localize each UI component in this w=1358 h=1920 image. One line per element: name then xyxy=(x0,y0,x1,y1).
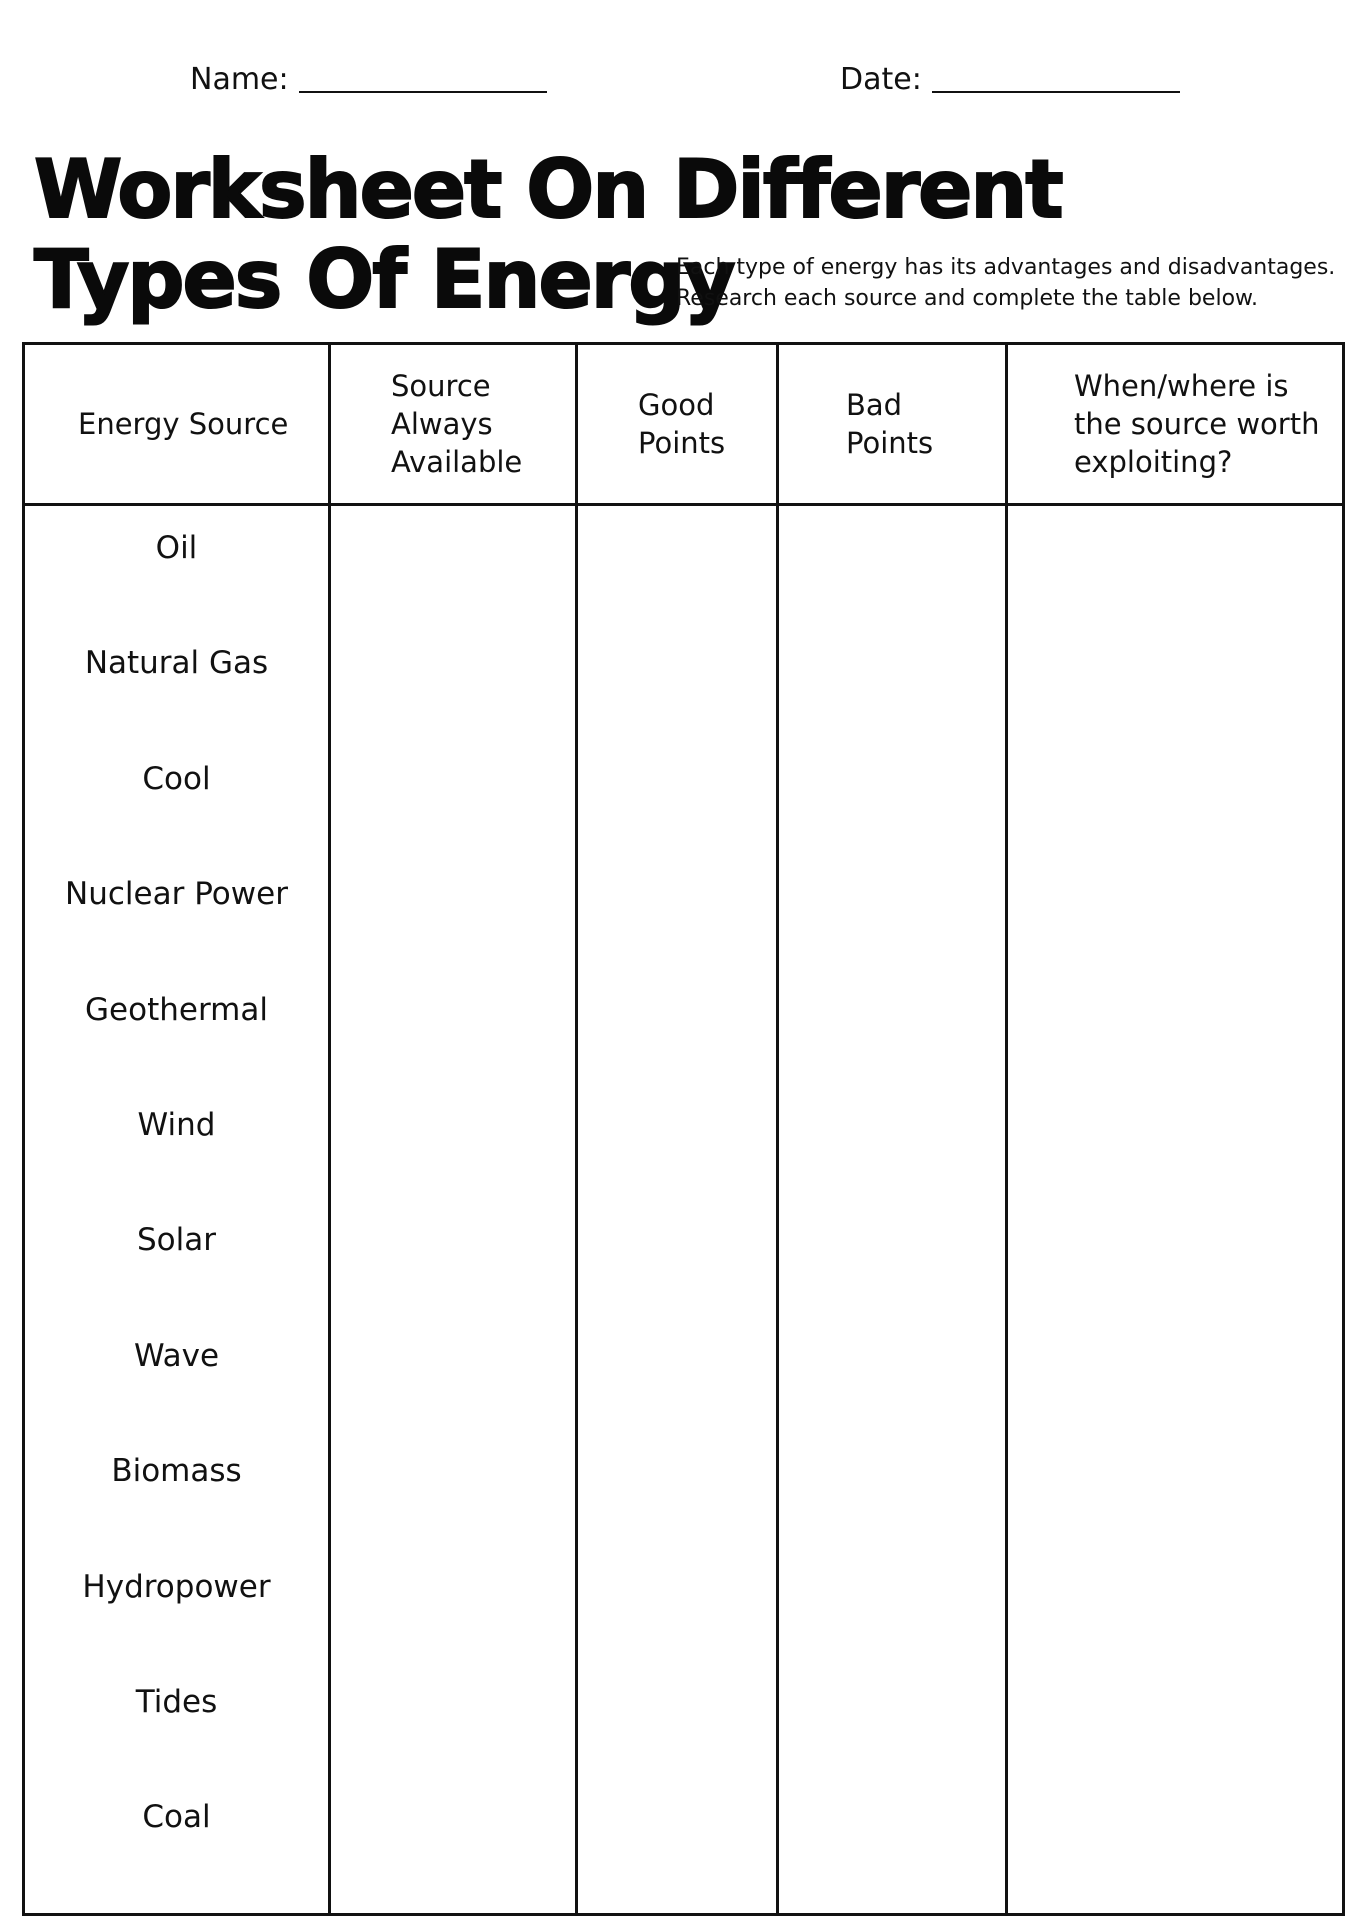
header-good-points-line-2: Points xyxy=(638,426,726,460)
header-energy-source xyxy=(24,344,330,505)
header-worth-exploiting xyxy=(1007,344,1344,505)
header-always-available-line-1: Source xyxy=(391,369,491,403)
date-blank-line[interactable] xyxy=(932,91,1180,93)
name-blank-line[interactable] xyxy=(299,91,547,93)
name-label: Name: xyxy=(190,62,289,97)
table-body-row xyxy=(24,505,1344,1915)
energy-table xyxy=(22,342,1345,1916)
energy-source-item: Geothermal xyxy=(85,991,268,1028)
energy-source-item: Hydropower xyxy=(82,1568,271,1605)
instructions-line-1: Each type of energy has its advantages and disadvantages. xyxy=(676,255,1336,280)
table-header-row xyxy=(24,344,1344,505)
name-field[interactable] xyxy=(190,62,547,97)
energy-source-item: Natural Gas xyxy=(84,645,269,682)
instructions xyxy=(676,252,1346,314)
energy-source-item: Wave xyxy=(133,1337,220,1374)
header-energy-source-line: Energy Source xyxy=(78,407,289,441)
header-bad-points xyxy=(778,344,1007,505)
energy-source-item: Wind xyxy=(137,1106,216,1143)
page-title-line-2: Types Of Energy xyxy=(34,233,734,326)
header-always-available-line-2: Always xyxy=(391,407,493,441)
energy-source-item: Cool xyxy=(142,760,211,797)
good-points-answer-column[interactable] xyxy=(577,505,778,1915)
always-available-answer-column[interactable] xyxy=(330,505,577,1915)
header-good-points xyxy=(577,344,778,505)
energy-source-item: Solar xyxy=(137,1222,216,1259)
date-label: Date: xyxy=(840,62,922,97)
energy-source-item: Coal xyxy=(142,1799,211,1836)
energy-source-item: Nuclear Power xyxy=(65,876,288,913)
worth-exploiting-answer-column[interactable] xyxy=(1007,505,1344,1915)
energy-source-column xyxy=(24,505,330,1915)
header-good-points-line-1: Good xyxy=(638,388,715,422)
header-worth-exploiting-line-3: exploiting? xyxy=(1074,445,1233,479)
header-worth-exploiting-line-1: When/where is xyxy=(1074,369,1289,403)
header-bad-points-line-1: Bad xyxy=(846,388,903,422)
header-worth-exploiting-line-2: the source worth xyxy=(1074,407,1320,441)
bad-points-answer-column[interactable] xyxy=(778,505,1007,1915)
energy-source-item: Oil xyxy=(155,530,198,566)
energy-source-item: Tides xyxy=(135,1683,218,1720)
instructions-line-2: Research each source and complete the table below. xyxy=(676,286,1258,311)
energy-source-item: Biomass xyxy=(111,1453,242,1490)
date-field[interactable] xyxy=(840,62,1180,97)
header-always-available xyxy=(330,344,577,505)
page-title-line-1: Worksheet On Different xyxy=(34,143,1062,236)
header-bad-points-line-2: Points xyxy=(846,426,934,460)
energy-source-list xyxy=(25,506,328,1913)
header-always-available-line-3: Available xyxy=(391,445,523,479)
